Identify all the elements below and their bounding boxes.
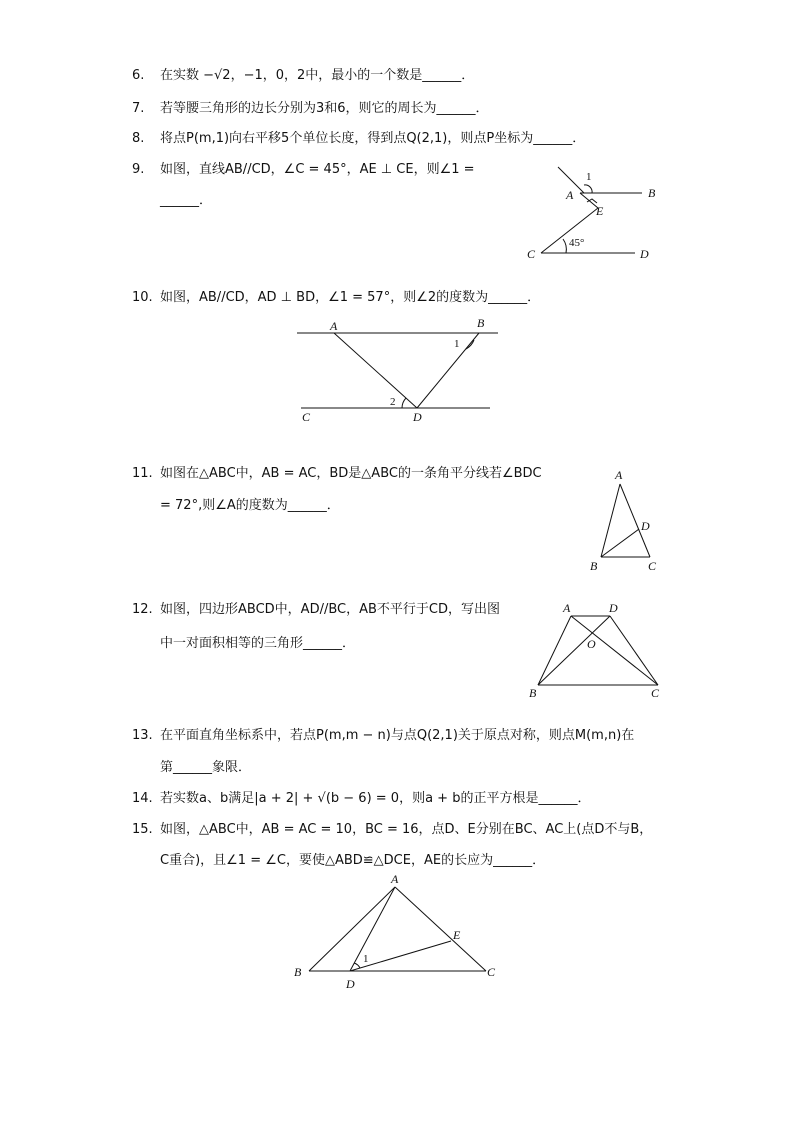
label-1: 1 <box>363 953 369 965</box>
label-A: A <box>563 601 571 615</box>
label-2: 2 <box>390 396 396 408</box>
question-number: 7. <box>132 101 145 116</box>
label-C: C <box>527 247 536 261</box>
label-C: C <box>648 559 657 573</box>
question-number: 8. <box>132 131 145 146</box>
label-D: D <box>346 977 355 991</box>
question-number: 15. <box>132 822 153 837</box>
label-B: B <box>529 686 537 700</box>
label-45: 45° <box>569 237 585 249</box>
question-number: 12. <box>132 602 153 617</box>
question-text: C重合)，且∠1 = ∠C，要使△ABD≌△DCE，AE的长应为______． <box>160 853 546 868</box>
question-number: 9. <box>132 162 145 177</box>
label-E: E <box>596 204 604 218</box>
question-text: ______． <box>160 193 213 208</box>
label-A: A <box>566 188 574 202</box>
label-A: A <box>330 319 338 333</box>
question-number: 11. <box>132 466 153 481</box>
question-text: 若实数a、b满足|a + 2| + √(b − 6) = 0，则a + b的正平方根是______． <box>160 791 591 806</box>
label-1: 1 <box>454 338 460 350</box>
question-number: 13. <box>132 728 153 743</box>
label-D: D <box>413 410 422 424</box>
label-D: D <box>609 601 618 615</box>
question-text: = 72°,则∠A的度数为______． <box>160 498 340 513</box>
question-text: 第______象限． <box>160 760 252 775</box>
label-O: O <box>587 637 596 651</box>
question-text: 在实数 −√2，−1，0，2中，最小的一个数是______． <box>160 68 475 83</box>
question-text: 将点P(m,1)向右平移5个单位长度，得到点Q(2,1)，则点P坐标为______． <box>160 131 586 146</box>
question-text: 如图在△ABC中，AB = AC，BD是△ABC的一条角平分线若∠BDC <box>160 466 542 481</box>
question-text: 如图，直线AB//CD，∠C = 45°，AE ⊥ CE，则∠1 = <box>160 162 475 177</box>
label-C: C <box>487 965 496 979</box>
label-B: B <box>648 186 656 200</box>
question-text: 如图，AB//CD，AD ⊥ BD，∠1 = 57°，则∠2的度数为______． <box>160 290 541 305</box>
label-B: B <box>477 316 485 330</box>
question-text: 在平面直角坐标系中，若点P(m,m − n)与点Q(2,1)关于原点对称，则点M(m,n)在 <box>160 728 635 743</box>
label-1: 1 <box>586 171 592 183</box>
label-D: D <box>640 247 649 261</box>
question-number: 6. <box>132 68 145 83</box>
label-B: B <box>294 965 302 979</box>
question-text: 如图，四边形ABCD中，AD//BC，AB不平行于CD，写出图 <box>160 602 500 617</box>
label-C: C <box>651 686 660 700</box>
question-text: 若等腰三角形的边长分别为3和6，则它的周长为______． <box>160 101 489 116</box>
question-text: 中一对面积相等的三角形______． <box>160 636 356 651</box>
label-A: A <box>391 872 399 886</box>
label-B: B <box>590 559 598 573</box>
label-C: C <box>302 410 311 424</box>
label-E: E <box>453 928 461 942</box>
label-D: D <box>641 519 650 533</box>
label-A: A <box>615 468 623 482</box>
question-text: 如图，△ABC中，AB = AC = 10，BC = 16，点D、E分别在BC、AC上(点D不与B， <box>160 822 653 837</box>
question-number: 14. <box>132 791 153 806</box>
question-number: 10. <box>132 290 153 305</box>
